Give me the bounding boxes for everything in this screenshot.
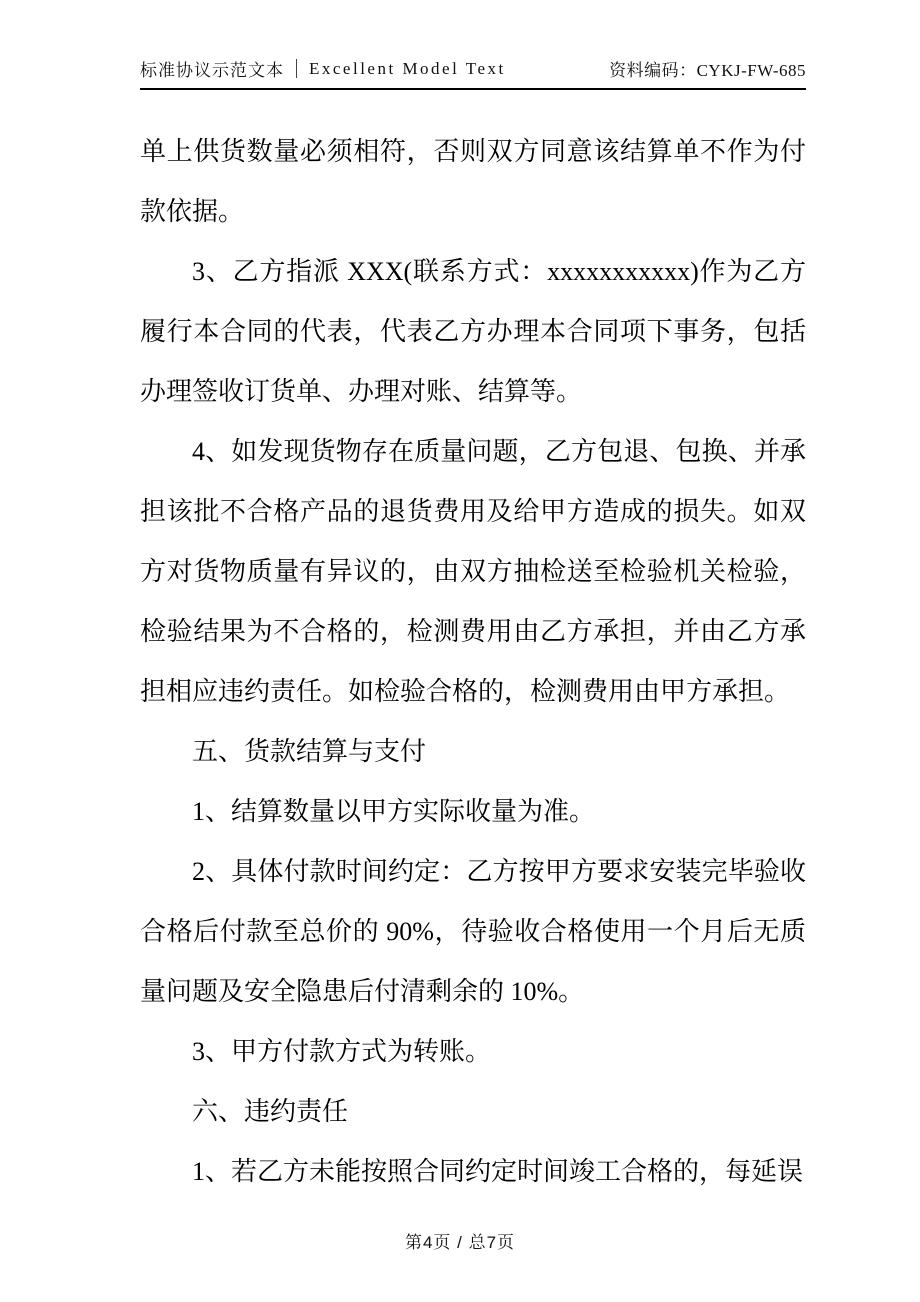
doc-code-value: CYKJ-FW-685	[696, 61, 806, 80]
page-number: 第4页 / 总7页	[404, 1233, 516, 1252]
paragraph-continuation: 单上供货数量必须相符，否则双方同意该结算单不作为付款依据。	[140, 137, 806, 226]
paragraph-5-1: 1、结算数量以甲方实际收量为准。	[192, 797, 596, 826]
paragraph-clause-3: 3、乙方指派 XXX(联系方式：xxxxxxxxxxx)作为乙方履行本合同的代表，代表乙方办理本合同项下事务，包括办理签收订货单、办理对账、结算等。	[140, 257, 806, 406]
paragraph-clause-4: 4、如发现货物存在质量问题，乙方包退、包换、并承担该批不合格产品的退货费用及给甲方造成的损失。如双方对货物质量有异议的，由双方抽检送至检验机关检验，检验结果为不合格的，检测费用由乙方承担，并由乙方承担相应违约责任。如检验合格的，检测费用由甲方承担。	[140, 437, 806, 706]
page-header	[140, 56, 806, 90]
doc-code-label: 资料编码：	[609, 61, 697, 80]
doc-code	[609, 56, 806, 81]
contract-body	[140, 122, 806, 1202]
section-heading-6: 六、违约责任	[192, 1097, 349, 1126]
paragraph-6-1: 1、若乙方未能按照合同约定时间竣工合格的，每延误	[192, 1157, 804, 1186]
doc-type-label: 标准协议示范文本	[140, 61, 284, 80]
header-divider	[296, 59, 297, 78]
doc-subtitle-en: Excellent Model Text	[309, 58, 506, 78]
paragraph-5-3: 3、甲方付款方式为转账。	[192, 1037, 492, 1066]
content-area	[140, 0, 806, 1202]
section-heading-5: 五、货款结算与支付	[192, 737, 427, 766]
paragraph-5-2: 2、具体付款时间约定：乙方按甲方要求安装完毕验收合格后付款至总价的 90%，待验收合格使用一个月后无质量问题及安全隐患后付清剩余的 10%。	[140, 857, 806, 1006]
header-left	[140, 56, 506, 81]
